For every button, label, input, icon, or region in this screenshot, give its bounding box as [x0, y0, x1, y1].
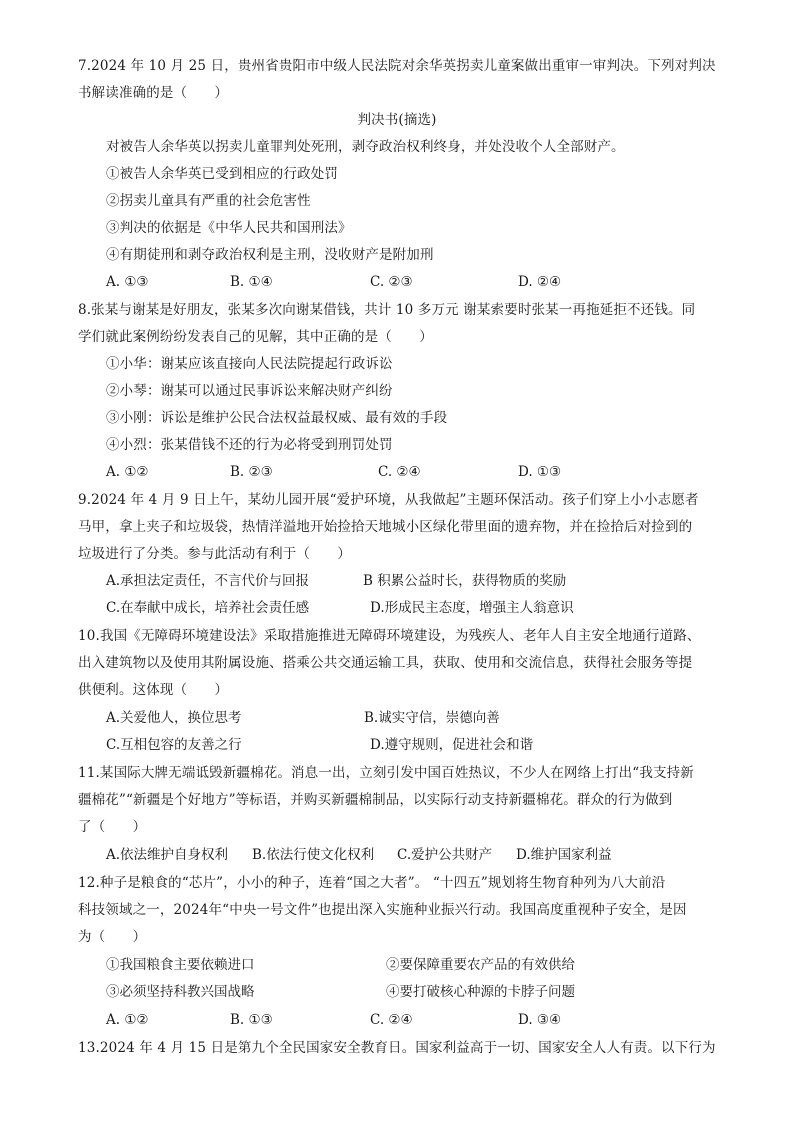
q9-option-d[interactable]: D.形成民主态度，增强主人翁意识 — [370, 600, 574, 616]
q11-line-3: 了（ ） — [78, 819, 147, 835]
q7-option-c[interactable]: C. ②③ — [370, 274, 413, 290]
q11-option-c[interactable]: C.爱护公共财产 — [397, 847, 493, 863]
q10-option-d[interactable]: D.遵守规则，促进社会和谐 — [370, 737, 534, 753]
q12-option-b[interactable]: B. ①③ — [230, 1012, 273, 1028]
q12-line-3: 为（ ） — [78, 929, 147, 945]
q12-statement-2: ②要保障重要农产品的有效供给 — [386, 957, 575, 973]
q8-line-1: 8.张某与谢某是好朋友，张某多次向谢某借钱，共计 10 多万元 谢某索要时张某一再拖延拒不还钱。同 — [78, 302, 696, 318]
q12-line-2: 科技领域之一，2024年“中央一号文件”也提出深入实施种业振兴行动。我国高度重视种子安全，是因 — [78, 902, 687, 918]
q7-statement-3: ③判决的依据是《中华人民共和国刑法》 — [106, 220, 352, 236]
q13-line-1: 13.2024 年 4 月 15 日是第九个全民国家安全教育日。国家利益高于一切、国家安全人人有责。以下行为 — [78, 1040, 716, 1056]
q8-option-a[interactable]: A. ①② — [106, 464, 149, 480]
q8-statement-3: ③小刚：诉讼是维护公民合法权益最权威、最有效的手段 — [106, 410, 448, 426]
q12-option-a[interactable]: A. ①② — [106, 1012, 149, 1028]
q8-option-c[interactable]: C. ②④ — [378, 464, 421, 480]
q7-statement-2: ②拐卖儿童具有严重的社会危害性 — [106, 193, 311, 209]
q8-statement-4: ④小烈：张某借钱不还的行为必将受到刑罚处罚 — [106, 437, 393, 453]
q9-line-2: 马甲，拿上夹子和垃圾袋，热情洋溢地开始捡拾天地城小区绿化带里面的遗弃物，并在捡拾后对捡到的 — [78, 519, 693, 535]
q8-statement-2: ②小琴：谢某可以通过民事诉讼来解决财产纠纷 — [106, 383, 393, 399]
q7-line-2: 书解读准确的是（ ） — [78, 85, 229, 101]
q10-option-a[interactable]: A.关爱他人，换位思考 — [106, 710, 242, 726]
q9-option-a[interactable]: A.承担法定责任，不言代价与回报 — [106, 573, 310, 589]
q7-option-a[interactable]: A. ①③ — [106, 274, 149, 290]
q11-line-1: 11.某国际大牌无端诋毁新疆棉花。消息一出，立刻引发中国百姓热议，不少人在网络上打出“我支持新 — [78, 765, 694, 781]
q12-statement-4: ④要打破核心种源的卡脖子问题 — [386, 984, 575, 1000]
q7-excerpt-title: 判决书(摘选) — [357, 112, 437, 128]
q11-option-d[interactable]: D.维护国家利益 — [516, 847, 612, 863]
q9-line-3: 垃圾进行了分类。参与此活动有利于（ ） — [78, 546, 351, 562]
q10-option-c[interactable]: C.互相包容的友善之行 — [106, 737, 242, 753]
q7-statement-1: ①被告人余华英已受到相应的行政处罚 — [106, 166, 339, 182]
q9-line-1: 9.2024 年 4 月 9 日上午，某幼儿园开展“爱护环境，从我做起”主题环保活动。孩子们穿上小小志愿者 — [78, 492, 699, 508]
q8-option-d[interactable]: D. ①③ — [518, 464, 562, 480]
q11-option-b[interactable]: B.依法行使文化权利 — [252, 847, 375, 863]
q8-statement-1: ①小华：谢某应该直接向人民法院提起行政诉讼 — [106, 356, 393, 372]
q9-option-b[interactable]: B 积累公益时长，获得物质的奖励 — [363, 573, 567, 589]
q7-statement-4: ④有期徒刑和剥夺政治权利是主刑，没收财产是附加刑 — [106, 247, 434, 263]
q7-option-b[interactable]: B. ①④ — [230, 274, 273, 290]
q7-line-1: 7.2024 年 10 月 25 日，贵州省贵阳市中级人民法院对余华英拐卖儿童案做出重审一审判决。下列对判决 — [78, 58, 716, 74]
q8-line-2: 学们就此案例纷纷发表自己的见解，其中正确的是（ ） — [78, 329, 433, 345]
q12-option-d[interactable]: D. ③④ — [518, 1012, 562, 1028]
q7-option-d[interactable]: D. ②④ — [518, 274, 562, 290]
q8-option-b[interactable]: B. ②③ — [230, 464, 273, 480]
q12-statement-3: ③必须坚持科教兴国战略 — [106, 984, 255, 1000]
q7-excerpt-text: 对被告人余华英以拐卖儿童罪判处死刑，剥夺政治权利终身，并处没收个人全部财产。 — [106, 139, 625, 155]
q10-line-3: 供便利。这体现（ ） — [78, 682, 229, 698]
q10-line-2: 出入建筑物以及使用其附属设施、搭乘公共交通运输工具，获取、使用和交流信息，获得社会服务等提 — [78, 655, 693, 671]
q11-line-2: 疆棉花”“新疆是个好地方”等标语，并购买新疆棉制品，以实际行动支持新疆棉花。群众的行为做到 — [78, 792, 673, 808]
q12-statement-1: ①我国粮食主要依赖进口 — [106, 957, 255, 973]
q11-option-a[interactable]: A.依法维护自身权利 — [106, 847, 229, 863]
q12-option-c[interactable]: C. ②④ — [370, 1012, 413, 1028]
q12-line-1: 12.种子是粮食的“芯片”，小小的种子，连着“国之大者”。 “十四五”规划将生物育种列为八大前沿 — [78, 875, 666, 891]
q9-option-c[interactable]: C.在奉献中成长，培养社会责任感 — [106, 600, 310, 616]
q10-line-1: 10.我国《无障碍环境建设法》采取措施推进无障碍环境建设，为残疾人、老年人自主安全地通行道路、 — [78, 628, 701, 644]
q10-option-b[interactable]: B.诚实守信，崇德向善 — [364, 710, 500, 726]
